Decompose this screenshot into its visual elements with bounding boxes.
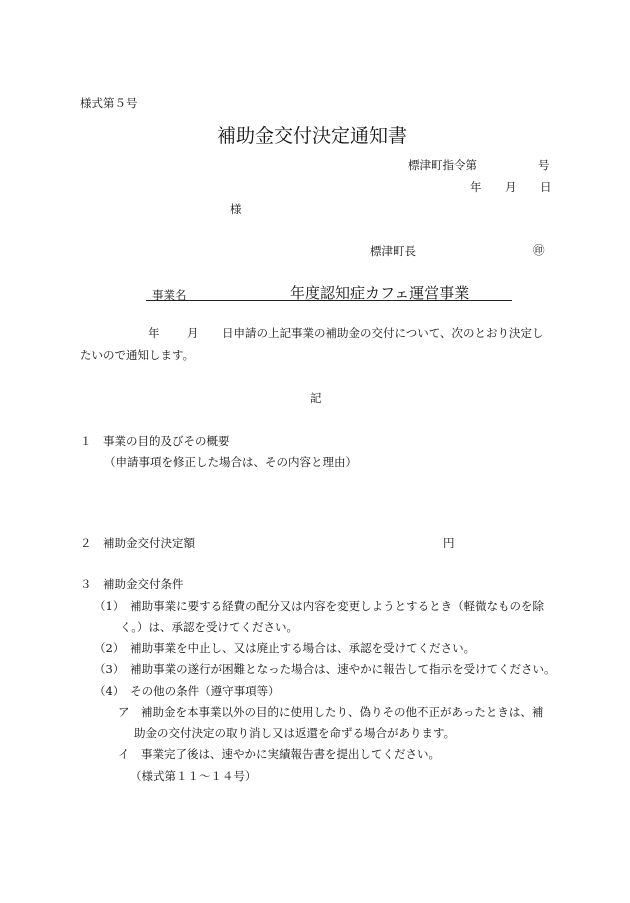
- condition-4: （4） その他の条件（遵守事項等）: [94, 684, 280, 698]
- date-month: 月: [505, 180, 517, 194]
- condition-4i-line1: イ 事業完了後は、速やかに実績報告書を提出してください。: [118, 747, 440, 761]
- addressee-suffix: 様: [230, 202, 242, 216]
- body-line2: たいので通知します。: [80, 348, 195, 362]
- doc-number-suffix: 号: [538, 158, 550, 172]
- project-name: 年度認知症カフェ運営事業: [290, 284, 470, 302]
- section2-heading: ２ 補助金交付決定額: [80, 536, 195, 550]
- condition-4i-line2: （様式第１１〜１４号）: [130, 769, 257, 783]
- body-month: 月: [187, 326, 199, 340]
- amount-unit: 円: [443, 536, 455, 550]
- section1-note: （申請事項を修正した場合は、その内容と理由）: [104, 455, 357, 469]
- issuer: 標津町長: [370, 244, 416, 258]
- condition-3: （3） 補助事業の遂行が困難となった場合は、速やかに報告して指示を受けてください。: [94, 662, 556, 676]
- body-line1: 日申請の上記事業の補助金の交付について、次のとおり決定し: [222, 326, 544, 340]
- ki-heading: 記: [310, 391, 322, 405]
- date-day: 日: [540, 180, 552, 194]
- document-title: 補助金交付決定通知書: [217, 125, 408, 147]
- condition-2: （2） 補助事業を中止し、又は廃止する場合は、承認を受けてください。: [94, 641, 476, 655]
- section3-heading: ３ 補助金交付条件: [80, 577, 184, 591]
- condition-4a-line2: 助金の交付決定の取り消し又は返還を命ずる場合があります。: [134, 726, 456, 740]
- project-label: 事業名: [152, 288, 187, 302]
- body-year: 年: [148, 326, 160, 340]
- date-year: 年: [470, 180, 482, 194]
- seal-mark: ㊞: [533, 243, 545, 257]
- condition-1-line1: （1） 補助事業に要する経費の配分又は内容を変更しようとするとき（軽微なものを除: [94, 599, 545, 613]
- condition-1-line2: く。）は、承認を受けてください。: [120, 620, 299, 634]
- section1-heading: １ 事業の目的及びその概要: [80, 434, 230, 448]
- project-underline: [146, 300, 512, 301]
- doc-number-prefix: 標津町指令第: [408, 158, 477, 172]
- condition-4a-line1: ア 補助金を本事業以外の目的に使用したり、偽りその他不正があったときは、補: [118, 705, 544, 719]
- form-number: 様式第５号: [80, 96, 138, 110]
